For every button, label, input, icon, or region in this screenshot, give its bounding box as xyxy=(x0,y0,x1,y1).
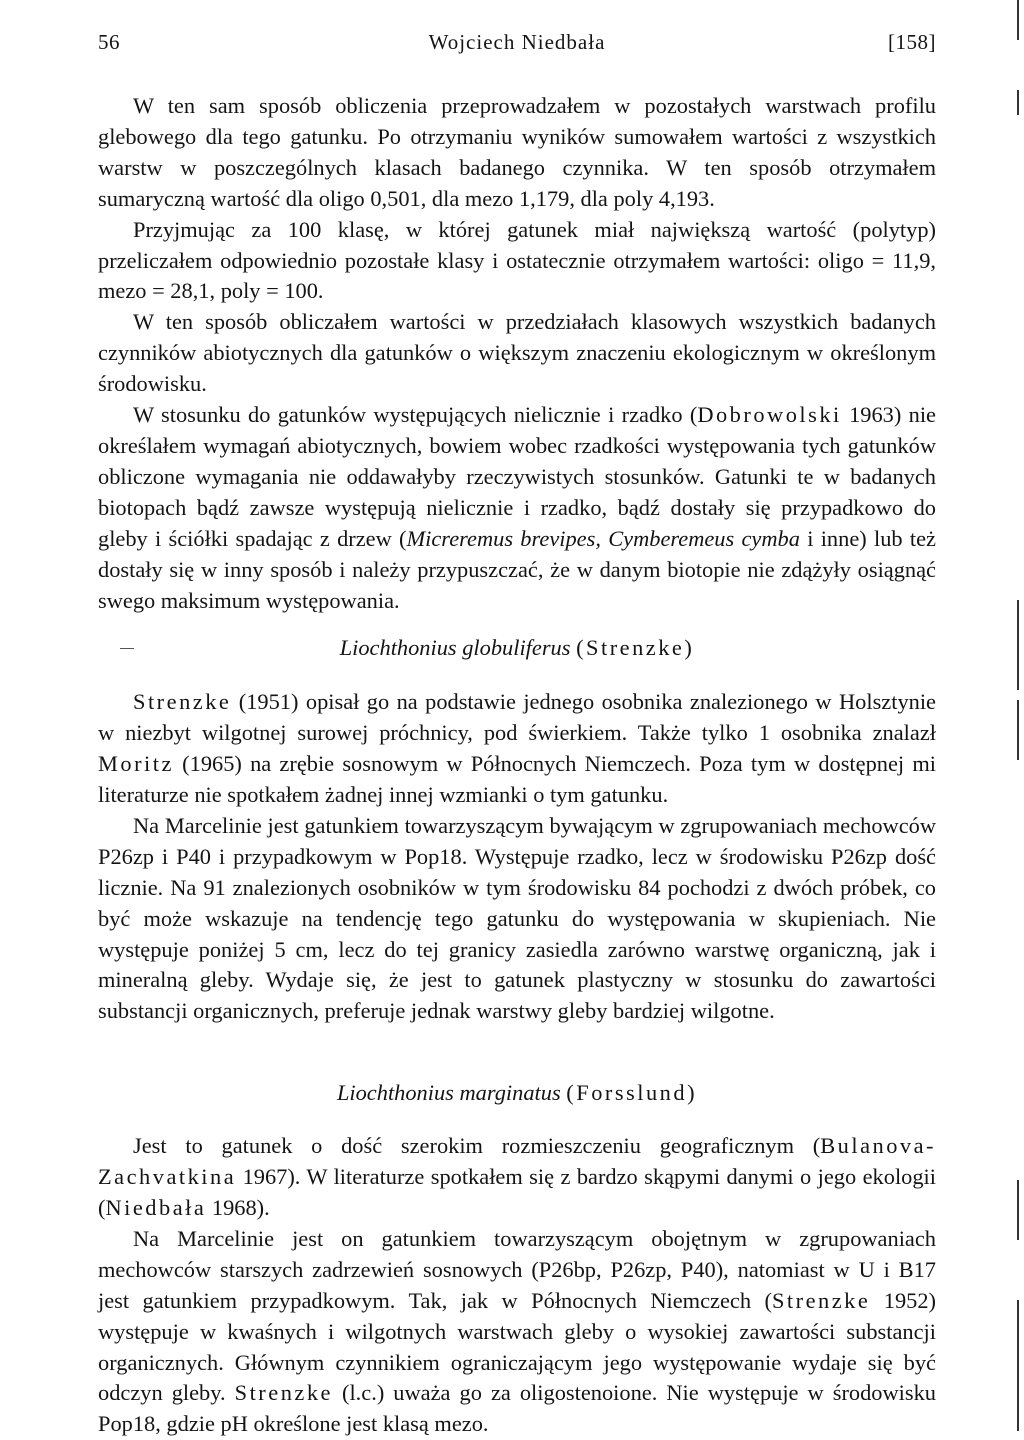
paragraph: Przyjmując za 100 klasę, w której gatunek miał największą wartość (polytyp) przeliczałem odpowiednio pozostałe klasy i ostatecznie otrzymałem wartości: oligo = 11,9, mezo = 28,1, poly = 100. xyxy=(98,216,936,304)
species-author: (Forsslund) xyxy=(566,1080,698,1106)
body-text xyxy=(98,91,936,1440)
text-run: 1967). W literaturze spotkałem się z bardzo skąpymi danymi o jego ekologii ( xyxy=(98,1164,936,1220)
text-run: (1965) na zrębie sosnowym w Północnych Niemczech. Poza tym w dostępnej mi literaturze nie spotkałem żadnej innej wzmianki o tym gatunku. xyxy=(98,751,936,808)
paragraph: W ten sposób obliczałem wartości w przedziałach klasowych wszystkich badanych czynników abiotycznych dla gatunków o większym znaczeniu ekologicznym w określonym środowisku. xyxy=(98,309,936,397)
author-name: Niedbała xyxy=(105,1195,207,1220)
text-run: Na Marcelinie jest on gatunkiem towarzyszącym obojętnym w zgrupowaniach mechowców starszych zadrzewień sosnowych (P26bp, P26zp, P40), natomiast w U i B17 jest gatunkiem przypadkowym. Tak, jak w Północnych Niemczech ( xyxy=(98,1225,936,1313)
text-run: W stosunku do gatunków występujących nielicznie i rzadko ( xyxy=(133,402,698,428)
text-run: i inne) lub też dostały się w inny sposób i należy przypuszczać, że w danym biotopie nie zdążyły osiągnąć swego maksimum występowania. xyxy=(98,525,936,613)
species-name: Micreremus brevipes, Cymberemeus cymba xyxy=(406,525,800,551)
author-name: Dobrowolski xyxy=(697,402,842,428)
section-heading xyxy=(98,1078,936,1109)
species-name: Liochthonius globuliferus xyxy=(339,635,571,661)
page-number: 56 xyxy=(98,30,120,54)
text-run: 1963) nie określałem wymagań abiotycznych, bowiem wobec rzadkości występowania tych gatunków obliczone wymagania nie oddawałyby rzeczywistych stosunków. Gatunki te w badanych biotopach bądź zawsze występują nielicznie i rzadko, bądź dostały się przypadkowo do gleby i ściółki spadając z drzew ( xyxy=(98,402,936,551)
text-run: 1968). xyxy=(206,1195,270,1220)
author-name: Bulanova-Zachvatkina xyxy=(98,1133,936,1190)
running-title: Wojciech Niedbała xyxy=(428,30,606,54)
paragraph xyxy=(98,1131,936,1224)
bracket-page-number: [158] xyxy=(888,30,936,54)
paragraph: W ten sam sposób obliczenia przeprowadzałem w pozostałych warstwach profilu glebowego dla tego gatunku. Po otrzymaniu wyników sumowałem wartości z wszystkich warstw w poszczególnych klasach badanego czynnika. W ten sposób otrzymałem sumaryczną wartość dla oligo 0,501, dla mezo 1,179, dla poly 4,193. xyxy=(98,93,936,211)
author-name: Moritz xyxy=(98,751,174,777)
section-heading xyxy=(98,633,936,664)
species-name: Liochthonius marginatus xyxy=(336,1080,561,1106)
text-run: 1952) występuje w kwaśnych i wilgotnych warstwach gleby o wysokiej zawartości substancji organicznych. Głównym czynnikiem ograniczającym jego występowanie wydaje się być odczyn gleby. xyxy=(98,1287,937,1406)
paragraph: Na Marcelinie jest gatunkiem towarzyszącym bywającym w zgrupowaniach mechowców P26zp i P40 i przypadkowym w Pop18. Występuje rzadko, lecz w środowisku P26zp dość licznie. Na 91 znalezionych osobników w tym środowisku 84 pochodzi z dwóch próbek, co być może wskazuje na tendencję tego gatunku do występowania w skupieniach. Nie występuje poniżej 5 cm, lecz do tej granicy zasiedla zarówno warstwę organiczną, jak i mineralną gleby. Wydaje się, że jest to gatunek plastyczny w stosunku do zawartości substancji organicznych, preferuje jednak warstwy gleby bardziej wilgotne. xyxy=(98,812,936,1024)
paragraph xyxy=(98,400,936,616)
text-run: (l.c.) uważa go za oligostenoione. Nie występuje w środowisku Pop18, gdzie pH określone jest klasą mezo. xyxy=(98,1380,936,1437)
running-header xyxy=(98,30,936,64)
author-name: Strenzke xyxy=(234,1380,333,1406)
paragraph xyxy=(98,687,936,811)
stray-mark xyxy=(120,648,134,649)
scan-edge xyxy=(1017,0,1019,1431)
author-name: Strenzke xyxy=(133,689,232,715)
paragraph xyxy=(98,1224,936,1440)
text-run: (1951) opisał go na podstawie jednego osobnika znalezionego w Holsztynie w niezbyt wilgotnej surowej próchnicy, pod świerkiem. Także tylko 1 osobnika znalazł xyxy=(98,689,936,746)
text-run: Jest to gatunek o dość szerokim rozmieszczeniu geograficznym ( xyxy=(133,1133,821,1159)
author-name: Strenzke xyxy=(771,1287,871,1313)
species-author: (Strenzke) xyxy=(576,635,695,661)
